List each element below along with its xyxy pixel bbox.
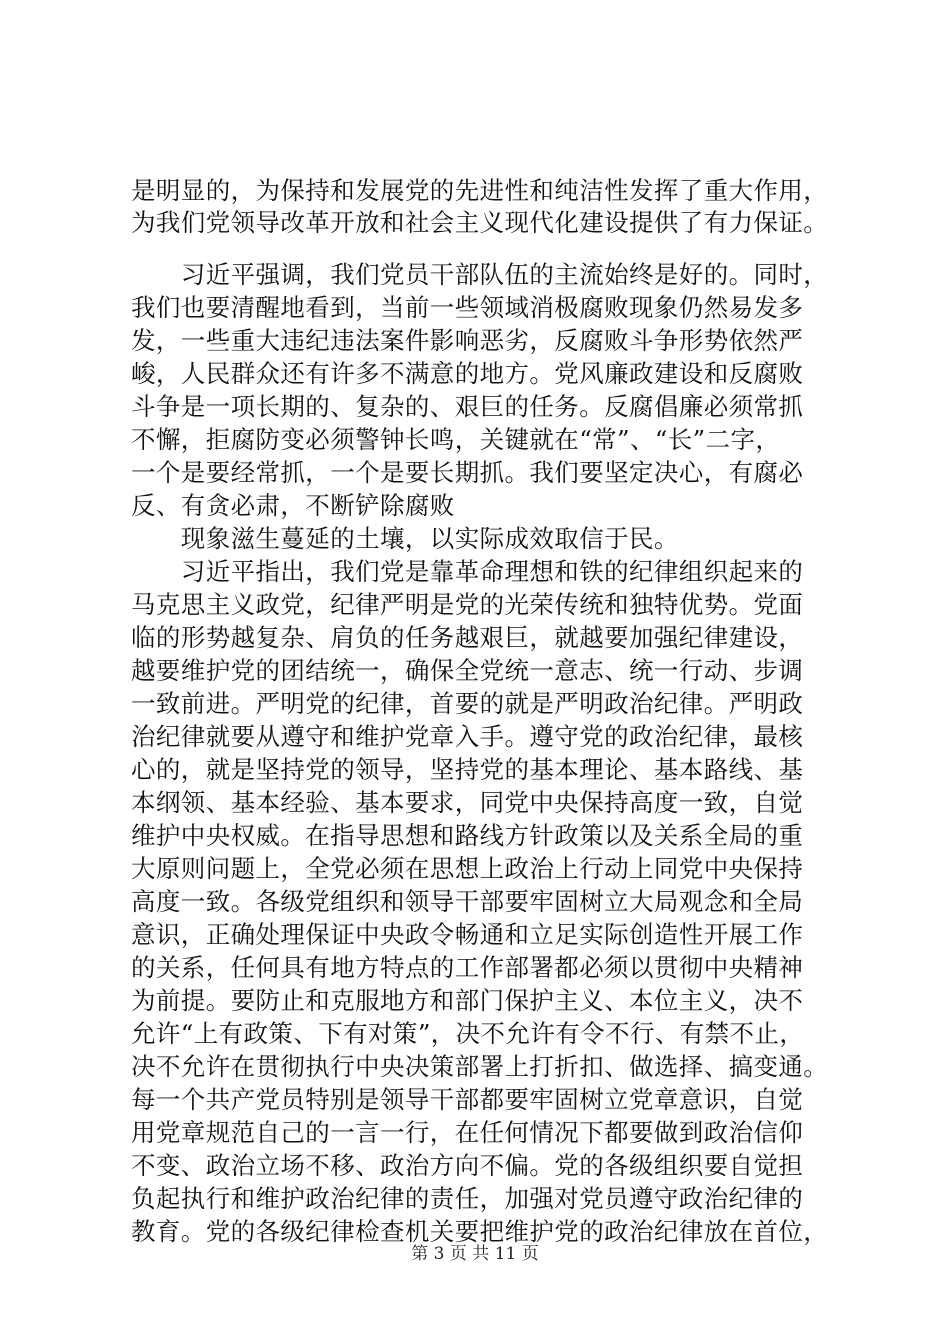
- body-text-line: 斗争是一项长期的、复杂的、艰巨的任务。反腐倡廉必须常抓: [131, 392, 804, 421]
- body-text-line: 心的，就是坚持党的领导，坚持党的基本理论、基本路线、基: [131, 755, 804, 784]
- body-text-line: 决不允许在贯彻执行中央决策部署上打折扣、做选择、搞变通。: [131, 1052, 829, 1081]
- body-text-line: 一个是要经常抓，一个是要长期抓。我们要坚定决心，有腐必: [131, 458, 804, 487]
- body-text-line: 马克思主义政党，纪律严明是党的光荣传统和独特优势。党面: [131, 590, 804, 619]
- body-text-line: 不变、政治立场不移、政治方向不偏。党的各级组织要自觉担: [131, 1151, 804, 1180]
- body-text-line: 现象滋生蔓延的土壤，以实际成效取信于民。: [131, 524, 679, 553]
- body-text-line: 我们也要清醒地看到，当前一些领域消极腐败现象仍然易发多: [131, 293, 804, 322]
- body-text-line: 教育。党的各级纪律检查机关要把维护党的政治纪律放在首位，: [131, 1217, 829, 1246]
- page-number-footer: 第 3 页 共 11 页: [411, 1244, 539, 1264]
- body-text-line: 高度一致。各级党组织和领导干部要牢固树立大局观念和全局: [131, 887, 804, 916]
- body-text-line: 反、有贪必肃，不断铲除腐败: [131, 491, 455, 520]
- body-text-line: 习近平指出，我们党是靠革命理想和铁的纪律组织起来的: [131, 557, 804, 586]
- body-text-line: 为前提。要防止和克服地方和部门保护主义、本位主义，决不: [131, 986, 804, 1015]
- body-text-line: 发，一些重大违纪违法案件影响恶劣，反腐败斗争形势依然严: [131, 326, 804, 355]
- body-text-line: 本纲领、基本经验、基本要求，同党中央保持高度一致，自觉: [131, 788, 804, 817]
- body-text-line: 治纪律就要从遵守和维护党章入手。遵守党的政治纪律，最核: [131, 722, 804, 751]
- body-text-line: 为我们党领导改革开放和社会主义现代化建设提供了有力保证。: [131, 208, 829, 237]
- body-text-line: 维护中央权威。在指导思想和路线方针政策以及关系全局的重: [131, 821, 804, 850]
- body-text-line: 允许“上有政策、下有对策”，决不允许有令不行、有禁不止，: [131, 1019, 805, 1048]
- body-text-line: 意识，正确处理保证中央政令畅通和立足实际创造性开展工作: [131, 920, 804, 949]
- body-text-line: 负起执行和维护政治纪律的责任，加强对党员遵守政治纪律的: [131, 1184, 804, 1213]
- body-text-line: 用党章规范自己的一言一行，在任何情况下都要做到政治信仰: [131, 1118, 804, 1147]
- body-text-line: 临的形势越复杂、肩负的任务越艰巨，就越要加强纪律建设，: [131, 623, 804, 652]
- body-text-line: 越要维护党的团结统一，确保全党统一意志、统一行动、步调: [131, 656, 804, 685]
- body-text-line: 的关系，任何具有地方特点的工作部署都必须以贯彻中央精神: [131, 953, 804, 982]
- body-text-line: 一致前进。严明党的纪律，首要的就是严明政治纪律。严明政: [131, 689, 804, 718]
- body-text-line: 习近平强调，我们党员干部队伍的主流始终是好的。同时，: [131, 260, 829, 289]
- body-text-line: 峻，人民群众还有许多不满意的地方。党风廉政建设和反腐败: [131, 359, 804, 388]
- body-text-line: 不懈，拒腐防变必须警钟长鸣，关键就在“常”、“长”二字，: [131, 425, 781, 454]
- body-text-line: 每一个共产党员特别是领导干部都要牢固树立党章意识，自觉: [131, 1085, 804, 1114]
- body-text-line: 是明显的，为保持和发展党的先进性和纯洁性发挥了重大作用，: [131, 176, 829, 205]
- body-text-line: 大原则问题上，全党必须在思想上政治上行动上同党中央保持: [131, 854, 804, 883]
